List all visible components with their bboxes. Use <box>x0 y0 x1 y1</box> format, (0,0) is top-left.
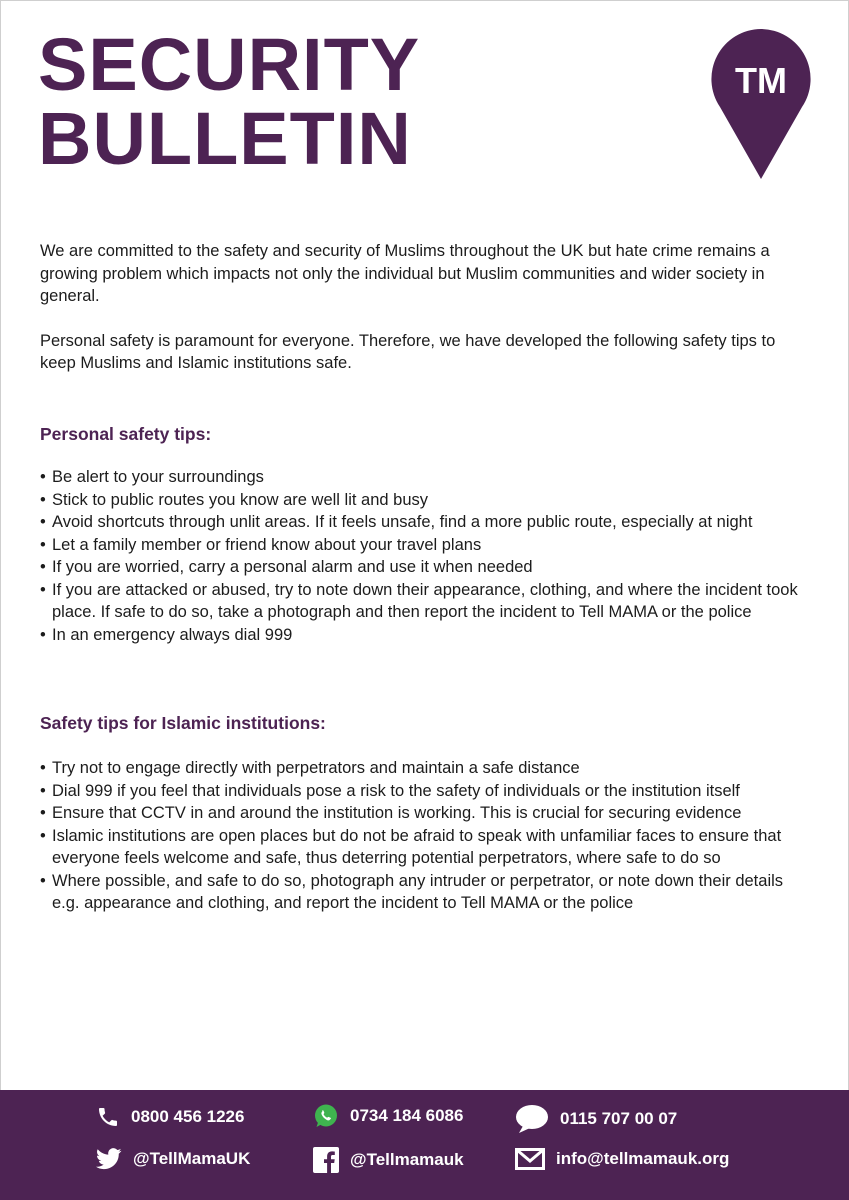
sms-number: 0115 707 00 07 <box>560 1109 678 1128</box>
list-item: • Stick to public routes you know are well lit and busy <box>40 489 800 512</box>
envelope-icon <box>515 1148 545 1170</box>
title-line-1: SECURITY <box>38 23 421 106</box>
email-address: info@tellmamauk.org <box>556 1149 730 1168</box>
tell-mama-logo <box>709 27 813 181</box>
list-item: • In an emergency always dial 999 <box>40 624 800 647</box>
facebook-icon <box>313 1147 339 1173</box>
phone-contact[interactable] <box>96 1105 244 1129</box>
list-item: • Be alert to your surroundings <box>40 466 800 489</box>
personal-safety-heading: Personal safety tips: <box>40 424 212 444</box>
twitter-contact[interactable] <box>96 1148 250 1170</box>
institutions-safety-heading: Safety tips for Islamic institutions: <box>40 713 326 733</box>
phone-number: 0800 456 1226 <box>131 1107 245 1126</box>
list-item: • Let a family member or friend know about your travel plans <box>40 534 800 557</box>
list-item: • Avoid shortcuts through unlit areas. If it feels unsafe, find a more public route, especially at night <box>40 511 800 534</box>
sms-contact[interactable] <box>515 1104 677 1134</box>
personal-heading-wrap <box>40 423 800 446</box>
intro-paragraph-2: Personal safety is paramount for everyone. Therefore, we have developed the following safety tips to keep Muslims and Islamic institutions safe. <box>40 331 776 372</box>
whatsapp-contact[interactable] <box>313 1103 463 1129</box>
list-item: • If you are worried, carry a personal alarm and use it when needed <box>40 556 800 579</box>
institutions-safety-list <box>40 757 800 915</box>
list-item: • Ensure that CCTV in and around the institution is working. This is crucial for securing evidence <box>40 802 800 825</box>
personal-safety-list <box>40 466 800 646</box>
facebook-handle: @Tellmamauk <box>350 1150 464 1169</box>
speech-bubble-icon <box>515 1104 549 1134</box>
page-title <box>38 23 421 180</box>
intro-paragraph-1: We are committed to the safety and security of Muslims throughout the UK but hate crime remains a growing problem which impacts not only the individual but Muslim communities and wider society in general. <box>40 242 770 305</box>
list-item: • Where possible, and safe to do so, photograph any intruder or perpetrator, or note down their details e.g. appearance and clothing, and report the incident to Tell MAMA or the police <box>40 870 800 915</box>
email-contact[interactable] <box>515 1148 729 1170</box>
twitter-icon <box>96 1148 122 1170</box>
whatsapp-number: 0734 184 6086 <box>350 1106 464 1125</box>
title-line-2: BULLETIN <box>38 97 412 180</box>
facebook-contact[interactable] <box>313 1147 464 1173</box>
institutions-heading-wrap <box>40 712 800 735</box>
contact-footer <box>0 1090 849 1200</box>
list-item: • If you are attacked or abused, try to note down their appearance, clothing, and where the incident took place. If safe to do so, take a photograph and then report the incident to Tell MAMA or the police <box>40 579 800 624</box>
logo-text: TM <box>735 60 787 101</box>
list-item: • Dial 999 if you feel that individuals pose a risk to the safety of individuals or the institution itself <box>40 780 800 803</box>
list-item: • Islamic institutions are open places but do not be afraid to speak with unfamiliar faces to ensure that everyone feels welcome and safe, thus deterring potential perpetrators, where safe to do so <box>40 825 800 870</box>
twitter-handle: @TellMamaUK <box>133 1149 251 1168</box>
intro-section <box>40 240 800 397</box>
whatsapp-icon <box>313 1103 339 1129</box>
list-item: • Try not to engage directly with perpetrators and maintain a safe distance <box>40 757 800 780</box>
phone-icon <box>96 1105 120 1129</box>
